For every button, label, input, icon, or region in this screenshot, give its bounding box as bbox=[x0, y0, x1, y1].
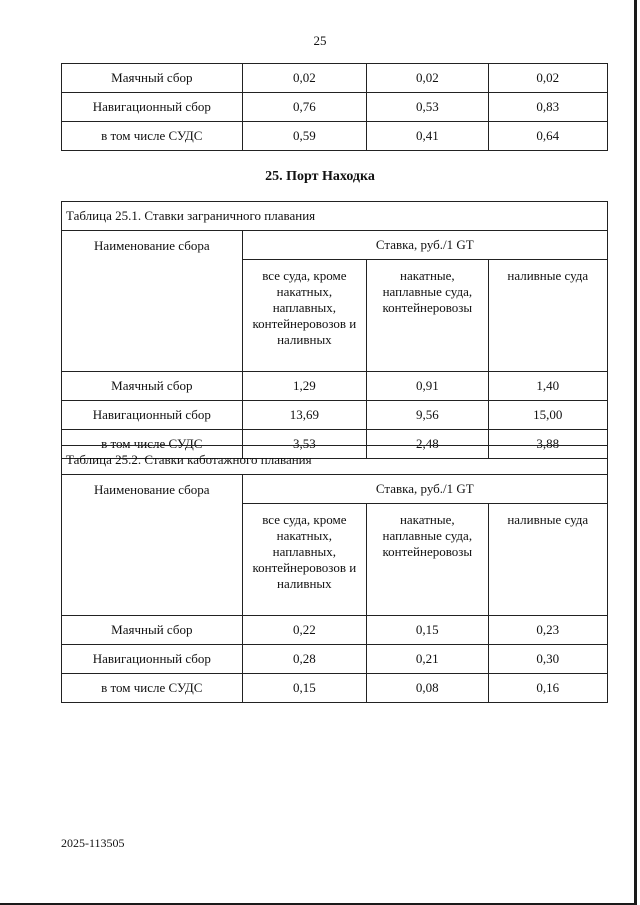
document-code: 2025-113505 bbox=[61, 836, 125, 850]
cabotage-rates-table bbox=[61, 445, 608, 703]
rate-cell: 0,15 bbox=[367, 616, 488, 645]
rate-cell: 0,83 bbox=[488, 93, 607, 122]
vessel-type-header: наливные суда bbox=[488, 260, 607, 372]
fee-name-cell: Навигационный сбор bbox=[62, 93, 243, 122]
fee-name-cell: Навигационный сбор bbox=[62, 401, 243, 430]
vessel-type-header: накатные, наплавные суда, контейнеровозы bbox=[367, 260, 488, 372]
foreign-navigation-rates-table bbox=[61, 201, 608, 459]
rate-cell: 0,22 bbox=[242, 616, 366, 645]
rate-cell: 1,29 bbox=[242, 372, 367, 401]
rate-cell: 0,02 bbox=[367, 64, 488, 93]
rate-cell: 0,21 bbox=[367, 645, 488, 674]
name-column-header: Наименование сбора bbox=[62, 475, 243, 616]
rate-cell: 0,02 bbox=[488, 64, 607, 93]
rate-column-header: Ставка, руб./1 GT bbox=[242, 475, 607, 504]
vessel-type-header: все суда, кроме накатных, наплавных, контейнеровозов и наливных bbox=[242, 260, 367, 372]
table-row bbox=[62, 122, 608, 151]
table-row bbox=[62, 401, 608, 430]
rate-cell: 0,30 bbox=[488, 645, 607, 674]
rate-cell: 0,02 bbox=[242, 64, 367, 93]
section-title: 25. Порт Находка bbox=[265, 169, 375, 184]
fee-name-cell: Навигационный сбор bbox=[62, 645, 243, 674]
rate-cell: 0,15 bbox=[242, 674, 366, 703]
table-row bbox=[62, 372, 608, 401]
rate-cell: 9,56 bbox=[367, 401, 488, 430]
rate-cell: 0,91 bbox=[367, 372, 488, 401]
rate-cell: 0,64 bbox=[488, 122, 607, 151]
vessel-type-header: накатные, наплавные суда, контейнеровозы bbox=[367, 504, 488, 616]
rate-cell: 15,00 bbox=[488, 401, 607, 430]
fee-name-cell: Маячный сбор bbox=[62, 616, 243, 645]
rate-cell: 0,59 bbox=[242, 122, 367, 151]
vessel-type-header: все суда, кроме накатных, наплавных, контейнеровозов и наливных bbox=[242, 504, 366, 616]
rate-cell: 0,28 bbox=[242, 645, 366, 674]
continued-rates-table bbox=[61, 63, 608, 151]
rate-cell: 0,08 bbox=[367, 674, 488, 703]
fee-name-cell: Маячный сбор bbox=[62, 372, 243, 401]
page-number: 25 bbox=[313, 33, 327, 48]
fee-name-cell: в том числе СУДС bbox=[62, 674, 243, 703]
table-caption: Таблица 25.2. Ставки каботажного плавания bbox=[62, 446, 608, 475]
table-caption: Таблица 25.1. Ставки заграничного плавания bbox=[62, 202, 608, 231]
rate-cell: 0,16 bbox=[488, 674, 607, 703]
fee-name-cell: Маячный сбор bbox=[62, 64, 243, 93]
rate-cell: 3,53 bbox=[242, 430, 367, 459]
vessel-type-header: наливные суда bbox=[488, 504, 607, 616]
fee-name-cell: в том числе СУДС bbox=[62, 430, 243, 459]
rate-column-header: Ставка, руб./1 GT bbox=[242, 231, 607, 260]
table-row bbox=[62, 64, 608, 93]
table-row bbox=[62, 674, 608, 703]
fee-name-cell: в том числе СУДС bbox=[62, 122, 243, 151]
table-row bbox=[62, 616, 608, 645]
rate-cell: 13,69 bbox=[242, 401, 367, 430]
rate-cell: 3,88 bbox=[488, 430, 607, 459]
rate-cell: 0,53 bbox=[367, 93, 488, 122]
name-column-header: Наименование сбора bbox=[62, 231, 243, 372]
table-row bbox=[62, 645, 608, 674]
rate-cell: 0,76 bbox=[242, 93, 367, 122]
rate-cell: 2,48 bbox=[367, 430, 488, 459]
table-row bbox=[62, 93, 608, 122]
rate-cell: 0,41 bbox=[367, 122, 488, 151]
rate-cell: 0,23 bbox=[488, 616, 607, 645]
rate-cell: 1,40 bbox=[488, 372, 607, 401]
